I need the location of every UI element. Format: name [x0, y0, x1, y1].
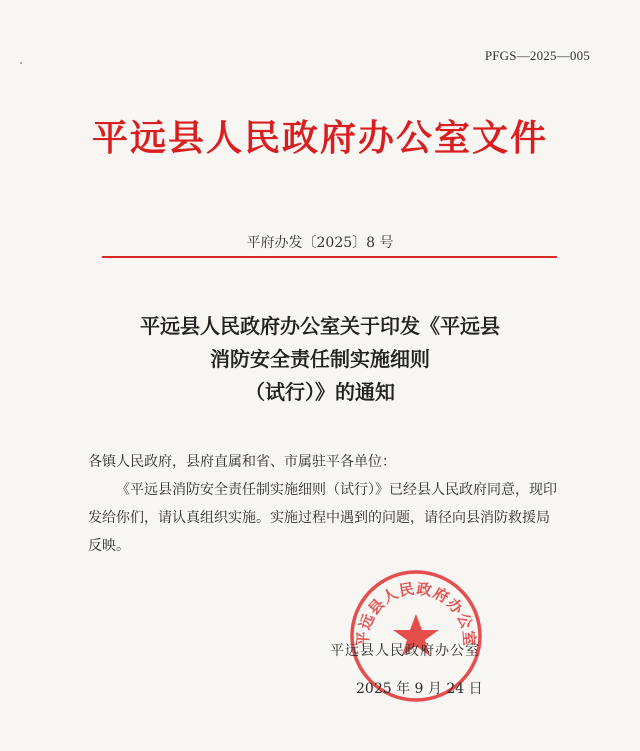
notice-title-line-1: 平远县人民政府办公室关于印发《平远县 [140, 314, 500, 338]
scan-speck [20, 62, 22, 64]
notice-body [88, 448, 558, 560]
issuer-title: 平远县人民政府办公室文件 [91, 117, 548, 159]
body-paragraph: 《平远县消防安全责任制实施细则（试行）》已经县人民政府同意，现印发给你们，请认真组织实施。实施过程中遇到的问题，请径向县消防救援局反映。 [88, 482, 557, 554]
notice-title [0, 310, 640, 409]
salutation: 各镇人民政府，县府直属和省、市属驻平各单位： [88, 454, 396, 470]
red-divider [102, 256, 557, 258]
notice-title-line-3: （试行）》的通知 [245, 380, 395, 404]
signature-org: 平远县人民政府办公室 [330, 643, 480, 659]
notice-title-line-2: 消防安全责任制实施细则 [210, 347, 430, 371]
issue-number: 平府办发〔2025〕8 号 [246, 235, 394, 251]
signature-date: 2025 年 9 月 24 日 [356, 681, 483, 697]
seal-text: 平远县人民政府办公室 [353, 579, 479, 648]
document-code: PFGS—2025—005 [484, 48, 590, 63]
